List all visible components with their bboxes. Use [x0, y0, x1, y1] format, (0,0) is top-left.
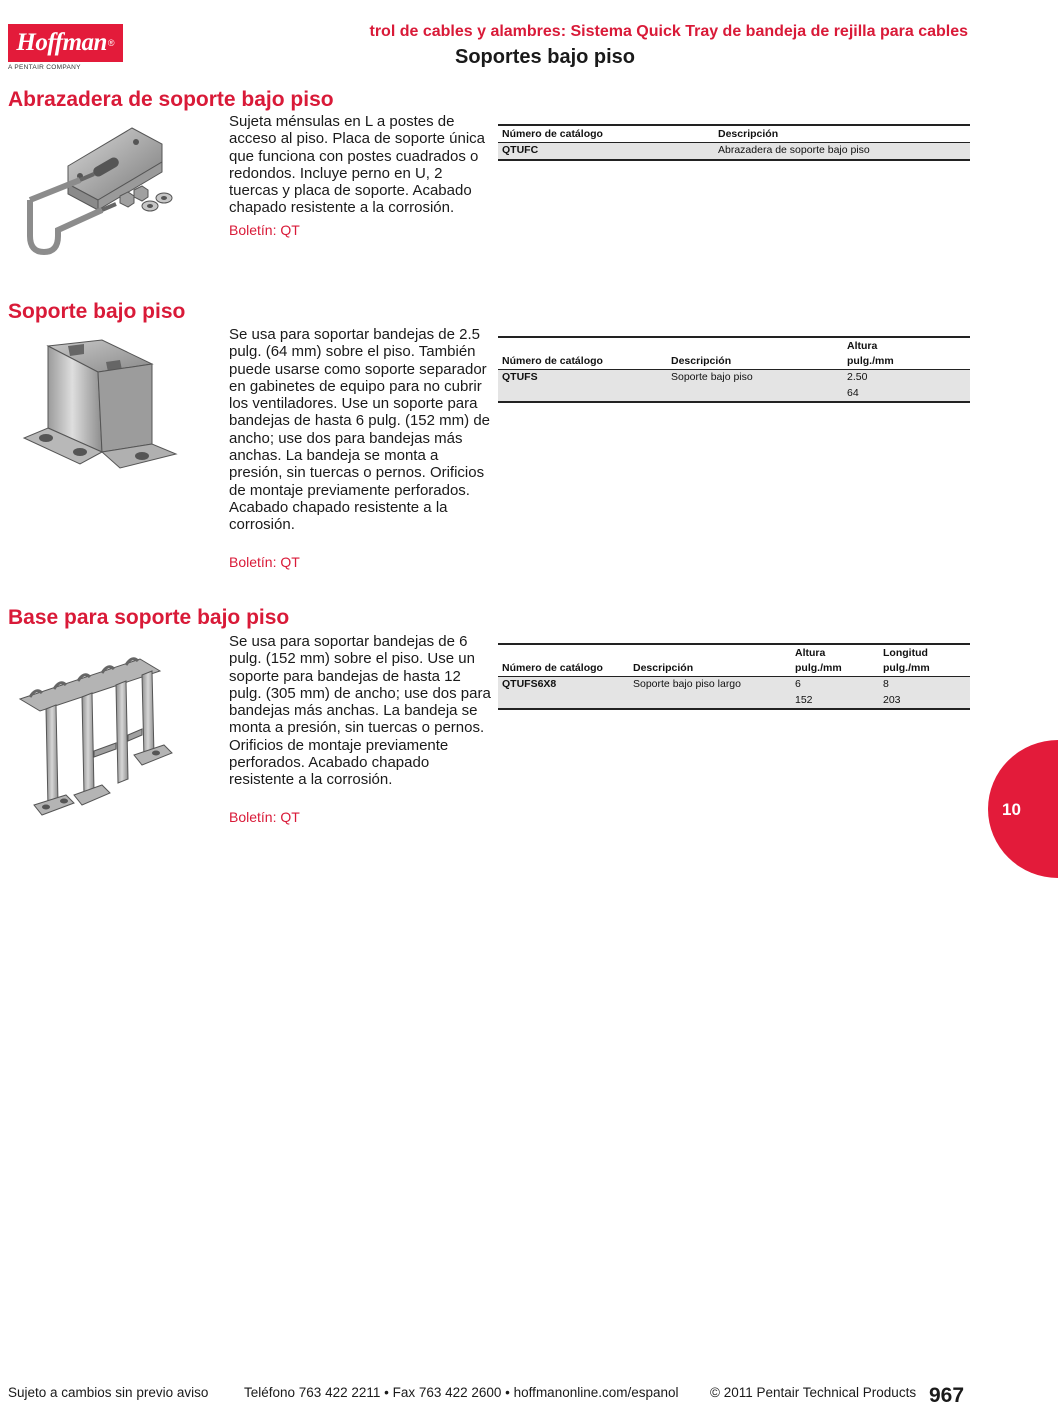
col-header-description: Descripción	[671, 355, 732, 367]
logo-tagline: A PENTAIR COMPANY	[8, 64, 81, 71]
bulletin-link-base[interactable]: Boletín: QT	[229, 809, 300, 825]
page-title: Soportes bajo piso	[455, 46, 636, 68]
page-number: 967	[929, 1384, 965, 1407]
length-inches: 8	[879, 677, 970, 693]
height-mm: 152	[791, 693, 879, 710]
description-support: Se usa para soportar bandejas de 2.5 pulg. (64 mm) sobre el piso. También puede usarse como soporte separador en gabinetes de equipo para no cubrir los ventiladores. Use un soporte para bandejas de hasta 6 pulg. (152 mm) de ancho; use dos para bandejas más anchas. La bandeja se monta a presión, sin tuercas o pernos. Orificios de montaje previamente perforados. Acabado chapado resistente a la corrosión.	[229, 326, 490, 534]
height-unit: pulg./mm	[795, 662, 842, 674]
section-title-base: Base para soporte bajo piso	[8, 606, 290, 629]
col-header-description: Descripción	[718, 128, 779, 140]
table-row	[498, 370, 970, 386]
header-category: trol de cables y alambres: Sistema Quick Tray de bandeja de rejilla para cables	[369, 23, 968, 40]
logo-badge	[8, 24, 123, 62]
product-description: Abrazadera de soporte bajo piso	[714, 143, 970, 160]
description-clamp: Sujeta ménsulas en L a postes de acceso al piso. Placa de soporte única que funciona con postes cuadrados o redondos. Incluye perno en U, 2 tuercas y placa de soporte. Acabado chapado resistente a la corrosión.	[229, 113, 485, 217]
underfloor-support-icon	[10, 336, 178, 486]
col-header-catalog: Número de catálogo	[502, 662, 603, 674]
table-row	[498, 677, 970, 693]
catalog-number: QTUFS6X8	[498, 677, 629, 693]
col-header-height	[843, 337, 970, 370]
col-header-description: Descripción	[633, 662, 694, 674]
hoffman-logo	[8, 24, 124, 71]
catalog-table-base	[498, 643, 970, 710]
catalog-table-support	[498, 336, 970, 403]
table-row	[498, 143, 970, 160]
footer-notice: Sujeto a cambios sin previo aviso	[8, 1385, 209, 1400]
height-inches: 6	[791, 677, 879, 693]
height-label: Altura	[847, 340, 878, 352]
col-header-height	[791, 644, 879, 677]
table-header-row	[498, 337, 970, 370]
table-row	[498, 386, 970, 403]
chapter-tab-number: 10	[1002, 800, 1021, 819]
length-mm: 203	[879, 693, 970, 710]
product-description: Soporte bajo piso largo	[629, 677, 791, 693]
bulletin-link-support[interactable]: Boletín: QT	[229, 554, 300, 570]
footer-copyright: © 2011 Pentair Technical Products	[710, 1385, 917, 1400]
bulletin-link-clamp[interactable]: Boletín: QT	[229, 222, 300, 238]
product-description: Soporte bajo piso	[667, 370, 843, 386]
logo-wordmark: Hoffman	[16, 29, 107, 56]
height-label: Altura	[795, 647, 826, 659]
footer-contact: Teléfono 763 422 2211 • Fax 763 422 2600 • hoffmanonline.com/espanol	[244, 1385, 679, 1400]
chapter-tab[interactable]	[988, 740, 1058, 878]
height-unit: pulg./mm	[847, 355, 894, 367]
section-title-clamp: Abrazadera de soporte bajo piso	[8, 88, 334, 111]
u-bolt-clamp-icon	[10, 118, 178, 258]
table-header-row	[498, 644, 970, 677]
length-label: Longitud	[883, 647, 928, 659]
catalog-number: QTUFS	[498, 370, 667, 386]
catalog-table-clamp	[498, 124, 970, 161]
col-header-catalog: Número de catálogo	[502, 128, 603, 140]
table-header-row	[498, 125, 970, 143]
table-row	[498, 693, 970, 710]
col-header-catalog: Número de catálogo	[502, 355, 603, 367]
height-inches: 2.50	[843, 370, 970, 386]
underfloor-support-base-icon	[10, 655, 178, 827]
section-title-support: Soporte bajo piso	[8, 300, 186, 323]
description-base: Se usa para soportar bandejas de 6 pulg. (152 mm) sobre el piso. Use un soporte para bandejas de hasta 12 pulg. (305 mm) de ancho; use dos para bandejas más anchas. La bandeja se monta a presión, sin tuercas o pernos. Orificios de montaje previamente perforados. Acabado chapado resistente a la corrosión.	[229, 633, 491, 789]
col-header-length	[879, 644, 970, 677]
height-mm: 64	[843, 386, 970, 403]
registered-mark: ®	[107, 38, 115, 48]
catalog-number: QTUFC	[498, 143, 714, 160]
length-unit: pulg./mm	[883, 662, 930, 674]
